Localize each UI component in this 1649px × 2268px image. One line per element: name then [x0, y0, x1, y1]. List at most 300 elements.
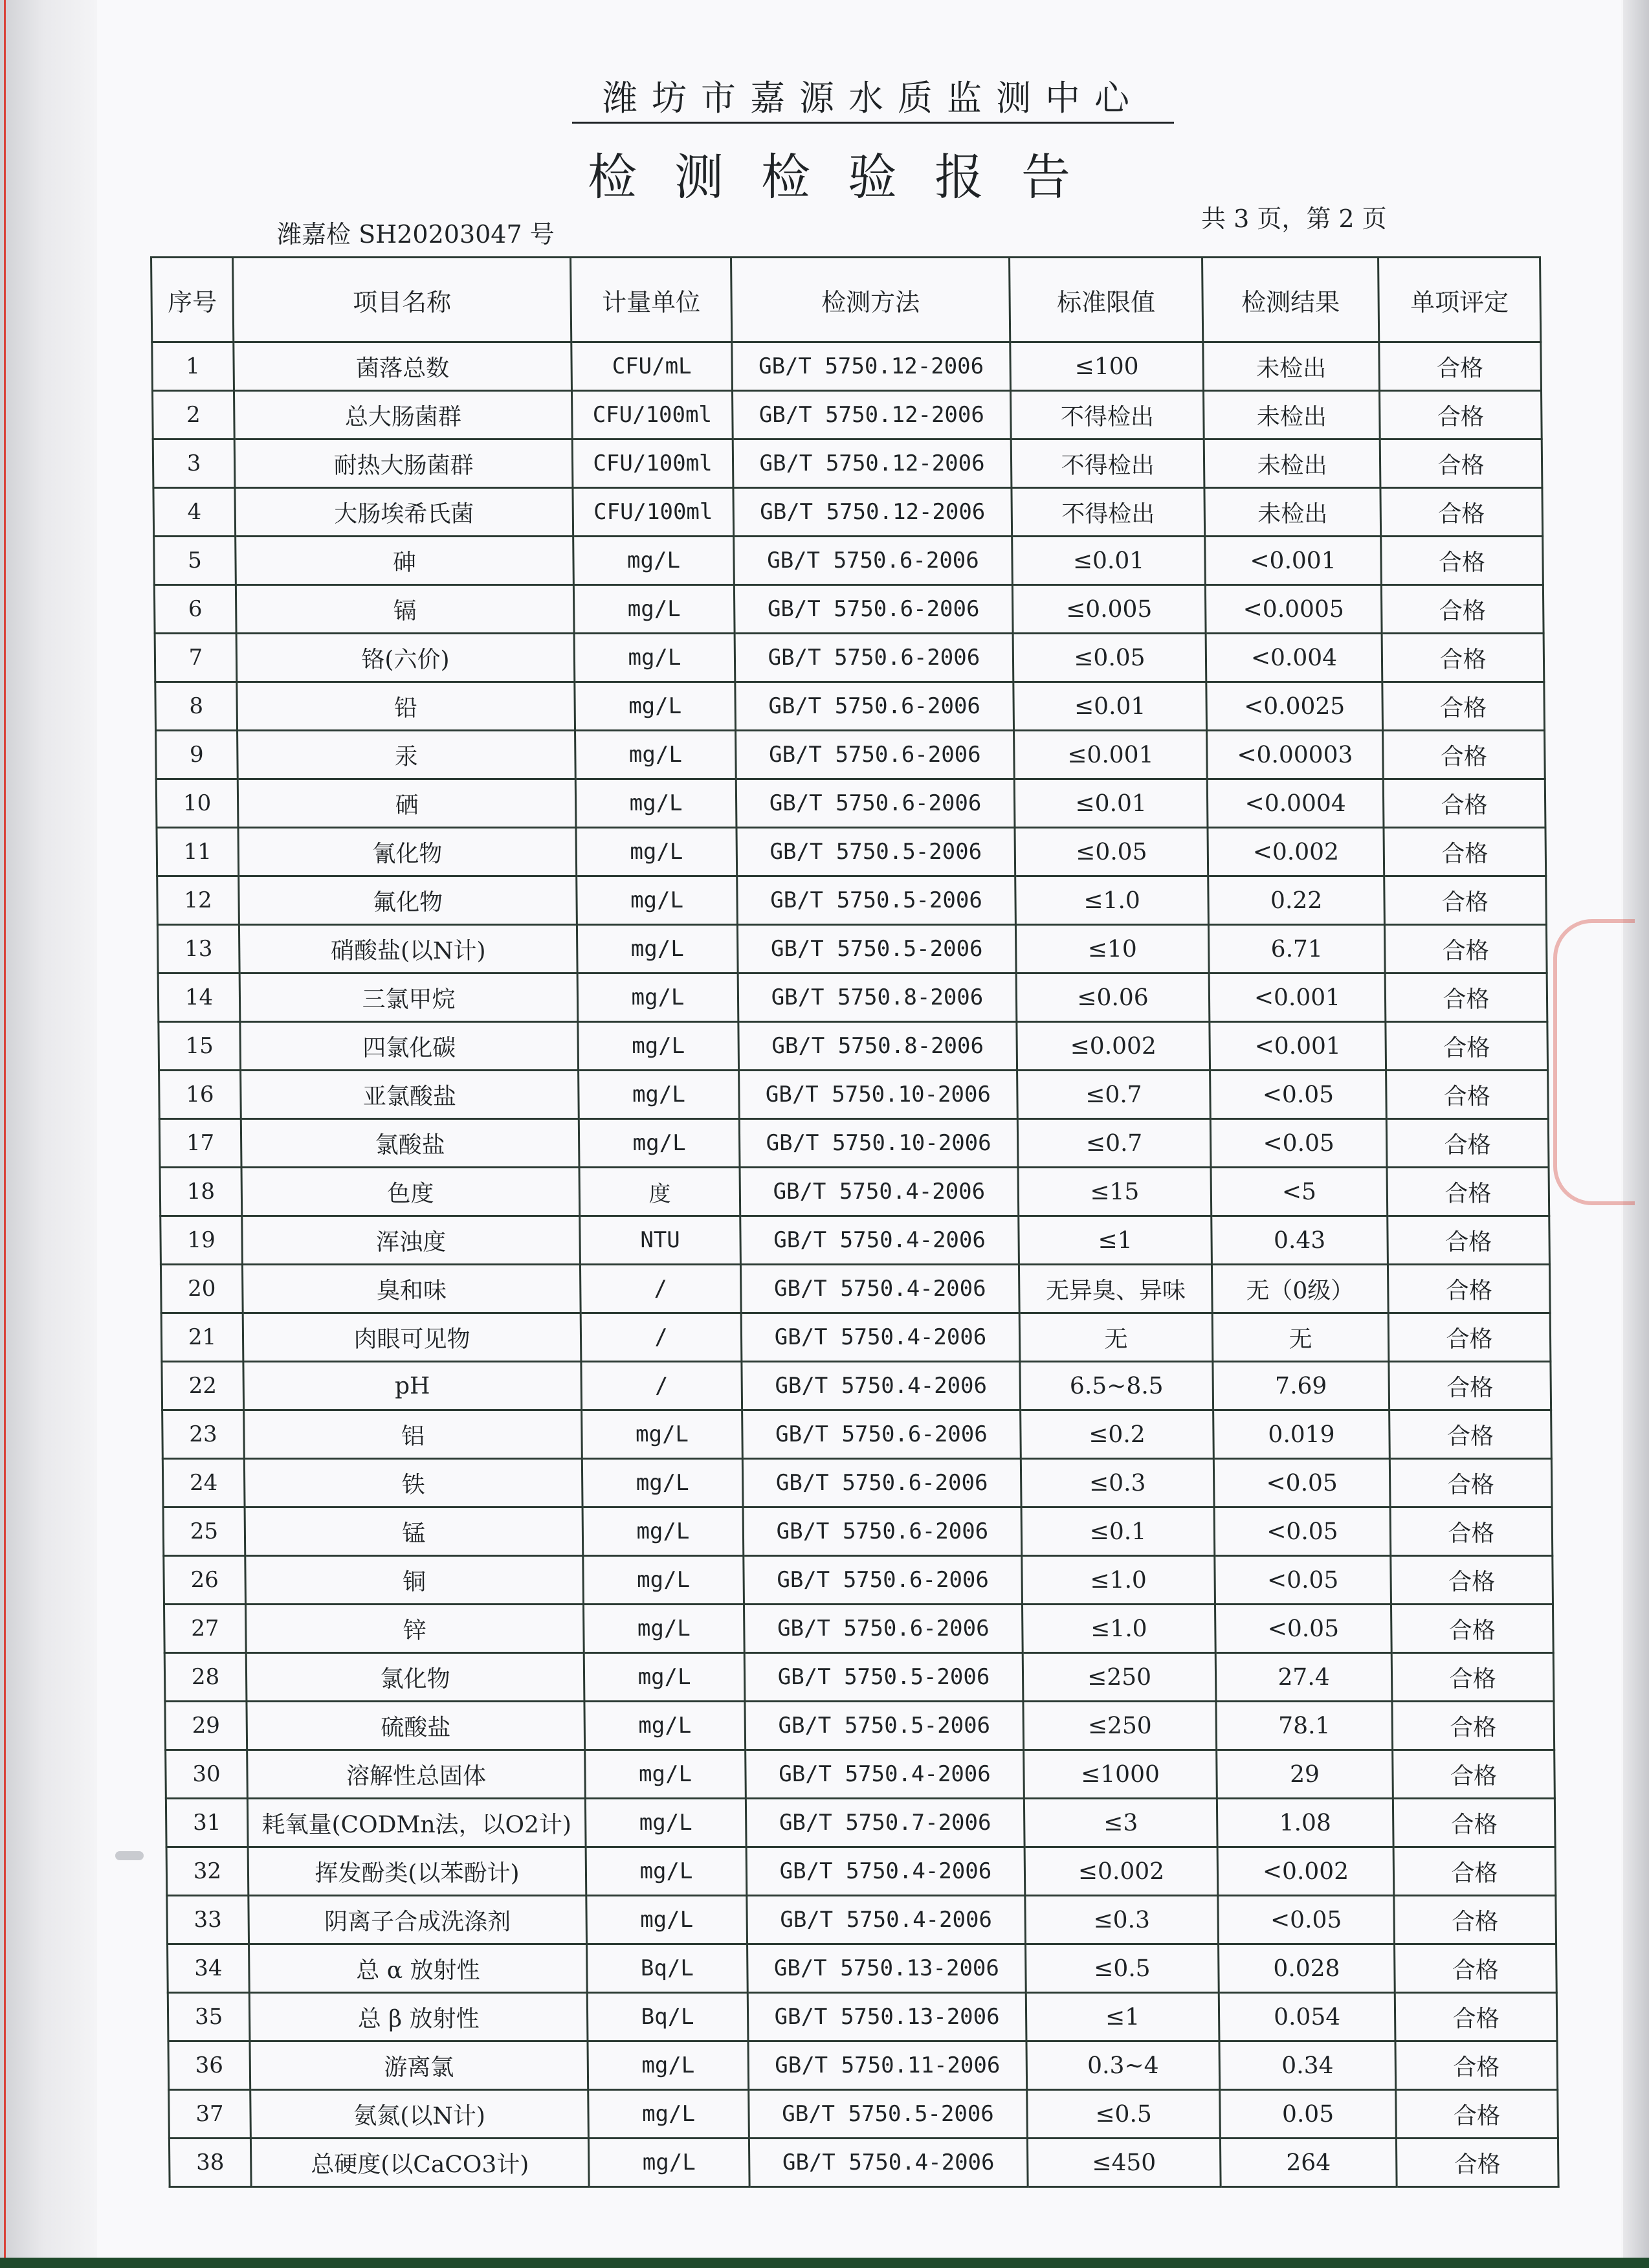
cell-no: 6 [154, 585, 236, 634]
cell-evaluation: 合格 [1395, 1993, 1557, 2041]
cell-limit: 不得检出 [1010, 391, 1204, 439]
cell-limit: ≤10 [1015, 925, 1209, 973]
cell-evaluation: 合格 [1386, 1022, 1548, 1071]
cell-no: 13 [157, 925, 239, 973]
page-binding-edge [0, 0, 97, 2268]
red-seal-stamp [1553, 919, 1635, 1205]
table-row [169, 2090, 1558, 2139]
cell-unit: CFU/100ml [571, 391, 733, 439]
cell-limit: ≤1.0 [1022, 1605, 1215, 1653]
cell-evaluation: 合格 [1383, 731, 1545, 779]
table-row [168, 1944, 1557, 1993]
cell-item-name: 铜 [245, 1556, 584, 1605]
cell-evaluation: 合格 [1396, 2139, 1558, 2187]
cell-unit: mg/L [584, 1702, 746, 1750]
cell-result: 0.019 [1213, 1410, 1390, 1459]
results-table-wrapper [150, 256, 1557, 2178]
cell-method: GB/T 5750.12-2006 [732, 391, 1011, 439]
cell-limit: ≤1 [1019, 1216, 1212, 1265]
cell-item-name: 菌落总数 [234, 342, 572, 391]
cell-evaluation: 合格 [1395, 1944, 1557, 1993]
cell-item-name: 亚氯酸盐 [241, 1071, 579, 1119]
cell-item-name: 溶解性总固体 [247, 1750, 586, 1799]
cell-evaluation: 合格 [1380, 488, 1543, 537]
cell-limit: ≤0.01 [1013, 682, 1207, 731]
cell-evaluation: 合格 [1393, 1799, 1555, 1847]
table-row [164, 1556, 1553, 1605]
cell-method: GB/T 5750.10-2006 [739, 1119, 1018, 1168]
column-header-method: 检测方法 [731, 258, 1010, 342]
cell-result: 0.028 [1219, 1944, 1395, 1993]
column-header-unit: 计量单位 [571, 258, 732, 342]
cell-unit: mg/L [582, 1507, 744, 1556]
cell-evaluation: 合格 [1391, 1605, 1553, 1653]
cell-no: 30 [166, 1750, 248, 1799]
cell-item-name: 臭和味 [242, 1265, 581, 1313]
table-row [159, 1022, 1548, 1071]
cell-unit: CFU/100ml [572, 439, 733, 488]
cell-no: 35 [168, 1993, 250, 2041]
cell-method: GB/T 5750.6-2006 [736, 731, 1015, 779]
cell-evaluation: 合格 [1388, 1313, 1551, 1362]
cell-unit: / [581, 1313, 742, 1362]
cell-limit: ≤0.7 [1017, 1071, 1211, 1119]
cell-result: <0.002 [1208, 828, 1384, 876]
cell-evaluation: 合格 [1389, 1410, 1552, 1459]
cell-method: GB/T 5750.10-2006 [739, 1071, 1018, 1119]
cell-result: 1.08 [1217, 1799, 1393, 1847]
cell-result: <0.05 [1210, 1119, 1387, 1168]
cell-limit: ≤0.002 [1024, 1847, 1218, 1896]
cell-item-name: 镉 [236, 585, 574, 634]
cell-limit: ≤1.0 [1022, 1556, 1215, 1605]
cell-item-name: 阴离子合成洗涤剂 [249, 1896, 587, 1944]
table-row [168, 1993, 1557, 2041]
cell-result: 78.1 [1216, 1702, 1393, 1750]
table-row [164, 1653, 1554, 1702]
cell-item-name: 硫酸盐 [247, 1702, 585, 1750]
cell-result: <0.0005 [1205, 585, 1382, 634]
table-row [162, 1410, 1552, 1459]
table-row [165, 1702, 1555, 1750]
cell-limit: ≤0.3 [1021, 1459, 1214, 1507]
cell-method: GB/T 5750.6-2006 [735, 634, 1013, 682]
table-row [155, 634, 1544, 682]
cell-unit: mg/L [585, 1799, 746, 1847]
cell-method: GB/T 5750.4-2006 [740, 1216, 1019, 1265]
cell-method: GB/T 5750.12-2006 [732, 342, 1011, 391]
cell-method: GB/T 5750.12-2006 [733, 439, 1012, 488]
cell-limit: 无异臭、异味 [1019, 1265, 1212, 1313]
cell-unit: mg/L [577, 925, 738, 973]
table-header-row [151, 258, 1541, 342]
cell-limit: ≤250 [1023, 1653, 1216, 1702]
cell-limit: ≤0.7 [1017, 1119, 1211, 1168]
cell-no: 33 [167, 1896, 249, 1944]
cell-item-name: 总大肠菌群 [234, 391, 572, 439]
cell-method: GB/T 5750.4-2006 [747, 1896, 1026, 1944]
cell-unit: mg/L [575, 682, 736, 731]
cell-result: 7.69 [1213, 1362, 1389, 1410]
cell-no: 4 [153, 488, 236, 537]
cell-evaluation: 合格 [1392, 1702, 1555, 1750]
cell-result: 未检出 [1203, 391, 1380, 439]
cell-no: 36 [168, 2041, 250, 2090]
cell-no: 21 [161, 1313, 243, 1362]
cell-no: 5 [154, 537, 236, 585]
cell-unit: mg/L [577, 973, 738, 1022]
cell-result: 无 [1212, 1313, 1389, 1362]
cell-unit: mg/L [579, 1119, 740, 1168]
cell-no: 32 [166, 1847, 249, 1896]
cell-no: 19 [160, 1216, 243, 1265]
cell-limit: ≤0.01 [1014, 779, 1208, 828]
cell-method: GB/T 5750.4-2006 [749, 2139, 1028, 2187]
cell-item-name: 硝酸盐(以N计) [239, 925, 577, 973]
cell-unit: mg/L [583, 1605, 744, 1653]
cell-result: <0.002 [1217, 1847, 1394, 1896]
cell-no: 11 [157, 828, 239, 876]
cell-no: 3 [153, 439, 235, 488]
cell-item-name: 砷 [236, 537, 574, 585]
cell-result: <0.05 [1215, 1605, 1391, 1653]
cell-result: 0.22 [1208, 876, 1385, 925]
cell-evaluation: 合格 [1390, 1507, 1553, 1556]
table-row [162, 1459, 1552, 1507]
cell-no: 9 [156, 731, 238, 779]
cell-no: 14 [158, 973, 240, 1022]
cell-limit: 0.3~4 [1026, 2041, 1220, 2090]
cell-unit: Bq/L [587, 1993, 748, 2041]
cell-method: GB/T 5750.4-2006 [740, 1265, 1019, 1313]
cell-unit: mg/L [573, 585, 735, 634]
table-row [152, 342, 1542, 391]
cell-no: 24 [162, 1459, 245, 1507]
cell-evaluation: 合格 [1379, 342, 1542, 391]
table-row [155, 682, 1545, 731]
cell-item-name: 三氯甲烷 [239, 973, 578, 1022]
cell-method: GB/T 5750.6-2006 [734, 585, 1013, 634]
cell-result: 29 [1217, 1750, 1393, 1799]
cell-item-name: 铝 [244, 1410, 582, 1459]
cell-unit: mg/L [579, 1071, 740, 1119]
page-indicator: 共 3 页，第 2 页 [1201, 205, 1387, 233]
cell-result: 27.4 [1215, 1653, 1392, 1702]
cell-method: GB/T 5750.5-2006 [749, 2090, 1028, 2139]
cell-evaluation: 合格 [1387, 1168, 1549, 1216]
cell-evaluation: 合格 [1391, 1653, 1554, 1702]
table-row [169, 2139, 1558, 2187]
cell-unit: / [581, 1362, 742, 1410]
cell-no: 28 [164, 1653, 247, 1702]
cell-item-name: 氟化物 [239, 876, 577, 925]
table-row [152, 391, 1542, 439]
cell-result: 0.43 [1212, 1216, 1388, 1265]
cell-unit: mg/L [583, 1556, 744, 1605]
cell-item-name: 大肠埃希氏菌 [235, 488, 573, 537]
cell-method: GB/T 5750.8-2006 [738, 1022, 1017, 1071]
cell-limit: 不得检出 [1012, 488, 1205, 537]
cell-evaluation: 合格 [1391, 1556, 1553, 1605]
table-row [160, 1265, 1550, 1313]
cell-result: <0.001 [1209, 973, 1386, 1022]
table-row [166, 1750, 1555, 1799]
cell-unit: Bq/L [587, 1944, 748, 1993]
cell-limit: ≤0.01 [1012, 537, 1206, 585]
cell-limit: ≤250 [1023, 1702, 1217, 1750]
cell-limit: ≤1.0 [1015, 876, 1209, 925]
cell-evaluation: 合格 [1382, 634, 1544, 682]
column-header-result: 检测结果 [1202, 258, 1379, 342]
cell-result: <0.0004 [1207, 779, 1384, 828]
cell-limit: ≤1 [1026, 1993, 1219, 2041]
cell-evaluation: 合格 [1388, 1265, 1550, 1313]
cell-evaluation: 合格 [1389, 1362, 1551, 1410]
cell-no: 20 [160, 1265, 243, 1313]
cell-no: 25 [163, 1507, 245, 1556]
cell-method: GB/T 5750.13-2006 [747, 1993, 1026, 2041]
table-row [157, 876, 1547, 925]
cell-method: GB/T 5750.4-2006 [740, 1168, 1019, 1216]
cell-result: <0.05 [1214, 1507, 1391, 1556]
cell-method: GB/T 5750.5-2006 [745, 1702, 1024, 1750]
paper-smudge [115, 1851, 144, 1860]
cell-unit: mg/L [576, 828, 737, 876]
cell-unit: CFU/mL [571, 342, 733, 391]
cell-unit: mg/L [582, 1410, 743, 1459]
table-row [154, 585, 1544, 634]
cell-limit: ≤0.5 [1026, 1944, 1219, 1993]
cell-evaluation: 合格 [1394, 1896, 1556, 1944]
cell-item-name: pH [243, 1362, 582, 1410]
table-row [154, 537, 1544, 585]
table-row [160, 1216, 1550, 1265]
cell-item-name: 肉眼可见物 [243, 1313, 581, 1362]
cell-unit: mg/L [578, 1022, 739, 1071]
cell-item-name: 铬(六价) [236, 634, 575, 682]
cell-unit: mg/L [577, 876, 738, 925]
cell-unit: mg/L [574, 634, 735, 682]
cell-no: 12 [157, 876, 239, 925]
cell-unit: / [580, 1265, 741, 1313]
table-row [153, 439, 1542, 488]
cell-no: 16 [159, 1071, 241, 1119]
cell-limit: ≤450 [1027, 2139, 1221, 2187]
table-row [168, 2041, 1558, 2090]
cell-item-name: 铁 [244, 1459, 582, 1507]
cell-result: <0.00003 [1207, 731, 1384, 779]
table-row [156, 731, 1545, 779]
cell-evaluation: 合格 [1384, 828, 1546, 876]
cell-no: 10 [156, 779, 238, 828]
cell-result: <0.05 [1213, 1459, 1390, 1507]
cell-result: <5 [1211, 1168, 1388, 1216]
cell-no: 37 [169, 2090, 251, 2139]
cell-method: GB/T 5750.6-2006 [744, 1556, 1023, 1605]
cell-limit: ≤0.1 [1021, 1507, 1215, 1556]
report-number: 潍嘉检 SH20203047 号 [277, 220, 555, 249]
table-row [159, 1071, 1549, 1119]
cell-method: GB/T 5750.6-2006 [743, 1507, 1022, 1556]
cell-unit: mg/L [586, 1896, 747, 1944]
table-row [166, 1799, 1555, 1847]
cell-item-name: 浑浊度 [242, 1216, 581, 1265]
cell-unit: mg/L [575, 731, 736, 779]
report-title: 检测检验报告 [588, 148, 1108, 206]
cell-method: GB/T 5750.12-2006 [733, 488, 1012, 537]
cell-limit: ≤15 [1018, 1168, 1212, 1216]
cell-unit: CFU/100ml [573, 488, 734, 537]
table-row [157, 925, 1547, 973]
cell-no: 29 [165, 1702, 247, 1750]
cell-result: 0.054 [1219, 1993, 1395, 2041]
cell-unit: mg/L [588, 2041, 749, 2090]
cell-item-name: 四氯化碳 [240, 1022, 579, 1071]
cell-no: 2 [152, 391, 234, 439]
cell-item-name: 汞 [238, 731, 576, 779]
cell-item-name: 总硬度(以CaCO3计) [250, 2139, 589, 2187]
cell-no: 22 [162, 1362, 244, 1410]
cell-limit: 无 [1019, 1313, 1213, 1362]
table-row [161, 1313, 1551, 1362]
cell-evaluation: 合格 [1383, 779, 1545, 828]
cell-no: 8 [155, 682, 238, 731]
cell-result: 未检出 [1204, 439, 1380, 488]
cell-unit: mg/L [575, 779, 736, 828]
cell-item-name: 色度 [241, 1168, 580, 1216]
cell-item-name: 氰化物 [238, 828, 577, 876]
cell-method: GB/T 5750.8-2006 [738, 973, 1017, 1022]
cell-limit: ≤0.05 [1015, 828, 1208, 876]
cell-unit: mg/L [585, 1750, 746, 1799]
table-row [164, 1605, 1553, 1653]
cell-result: 未检出 [1203, 342, 1380, 391]
cell-unit: mg/L [586, 1847, 747, 1896]
cell-unit: mg/L [588, 2090, 749, 2139]
cell-no: 15 [159, 1022, 241, 1071]
cell-item-name: 氯化物 [246, 1653, 584, 1702]
cell-result: <0.05 [1210, 1071, 1387, 1119]
cell-method: GB/T 5750.13-2006 [747, 1944, 1026, 1993]
cell-unit: 度 [579, 1168, 740, 1216]
cell-no: 31 [166, 1799, 248, 1847]
cell-no: 38 [169, 2139, 251, 2187]
cell-method: GB/T 5750.6-2006 [742, 1410, 1021, 1459]
cell-method: GB/T 5750.5-2006 [736, 828, 1015, 876]
table-row [153, 488, 1543, 537]
column-header-no: 序号 [151, 258, 234, 342]
table-row [162, 1362, 1551, 1410]
column-header-item: 项目名称 [233, 258, 571, 342]
cell-no: 27 [164, 1605, 246, 1653]
cell-item-name: 耗氧量(CODMn法，以O2计) [247, 1799, 586, 1847]
cell-method: GB/T 5750.6-2006 [734, 537, 1013, 585]
cell-limit: ≤0.005 [1012, 585, 1206, 634]
cell-evaluation: 合格 [1384, 925, 1547, 973]
cell-no: 26 [164, 1556, 246, 1605]
cell-unit: mg/L [582, 1459, 743, 1507]
cell-limit: 不得检出 [1011, 439, 1204, 488]
cell-evaluation: 合格 [1395, 2041, 1558, 2090]
cell-evaluation: 合格 [1393, 1847, 1556, 1896]
cell-evaluation: 合格 [1386, 1071, 1549, 1119]
cell-item-name: 硒 [238, 779, 576, 828]
cell-result: 无（0级） [1212, 1265, 1388, 1313]
cell-method: GB/T 5750.4-2006 [742, 1362, 1021, 1410]
cell-evaluation: 合格 [1379, 391, 1542, 439]
cell-limit: ≤0.5 [1027, 2090, 1221, 2139]
organization-name: 潍坊市嘉源水质监测中心 [572, 76, 1174, 124]
column-header-evaluation: 单项评定 [1378, 258, 1541, 342]
cell-limit: ≤1000 [1024, 1750, 1217, 1799]
cell-item-name: 挥发酚类(以苯酚计) [248, 1847, 586, 1896]
cell-method: GB/T 5750.7-2006 [746, 1799, 1024, 1847]
cell-result: 0.05 [1220, 2090, 1397, 2139]
cell-item-name: 铅 [237, 682, 575, 731]
scan-bottom-edge [0, 2258, 1649, 2268]
cell-evaluation: 合格 [1386, 1119, 1549, 1168]
cell-method: GB/T 5750.5-2006 [737, 876, 1016, 925]
cell-no: 7 [155, 634, 237, 682]
cell-evaluation: 合格 [1396, 2090, 1558, 2139]
cell-result: 未检出 [1204, 488, 1381, 537]
cell-limit: ≤0.06 [1016, 973, 1210, 1022]
table-row [158, 973, 1547, 1022]
table-body [152, 342, 1558, 2187]
cell-unit: mg/L [573, 537, 735, 585]
cell-evaluation: 合格 [1388, 1216, 1550, 1265]
cell-limit: ≤0.05 [1013, 634, 1206, 682]
cell-method: GB/T 5750.4-2006 [746, 1750, 1024, 1799]
cell-no: 1 [152, 342, 234, 391]
cell-item-name: 氨氮(以N计) [250, 2090, 589, 2139]
cell-result: <0.001 [1205, 537, 1382, 585]
cell-no: 17 [159, 1119, 241, 1168]
cell-no: 23 [162, 1410, 245, 1459]
cell-unit: NTU [580, 1216, 741, 1265]
cell-limit: ≤3 [1024, 1799, 1217, 1847]
cell-item-name: 总 α 放射性 [249, 1944, 588, 1993]
cell-item-name: 耐热大肠菌群 [234, 439, 573, 488]
table-row [166, 1847, 1556, 1896]
cell-method: GB/T 5750.6-2006 [735, 682, 1014, 731]
cell-item-name: 游离氯 [250, 2041, 588, 2090]
binding-line [4, 0, 6, 2268]
cell-result: <0.0025 [1206, 682, 1383, 731]
cell-evaluation: 合格 [1385, 973, 1547, 1022]
cell-no: 18 [160, 1168, 242, 1216]
cell-result: <0.05 [1218, 1896, 1395, 1944]
cell-result: <0.05 [1215, 1556, 1391, 1605]
cell-evaluation: 合格 [1380, 439, 1542, 488]
results-table [150, 256, 1560, 2188]
cell-result: 0.34 [1219, 2041, 1396, 2090]
table-row [160, 1168, 1549, 1216]
cell-result: 264 [1220, 2139, 1397, 2187]
cell-method: GB/T 5750.6-2006 [736, 779, 1015, 828]
table-row [156, 779, 1545, 828]
cell-method: GB/T 5750.6-2006 [744, 1605, 1023, 1653]
cell-method: GB/T 5750.5-2006 [744, 1653, 1023, 1702]
cell-limit: 6.5~8.5 [1020, 1362, 1213, 1410]
cell-unit: mg/L [584, 1653, 745, 1702]
cell-limit: ≤0.002 [1017, 1022, 1210, 1071]
cell-limit: ≤0.2 [1021, 1410, 1214, 1459]
cell-unit: mg/L [588, 2139, 749, 2187]
cell-method: GB/T 5750.4-2006 [746, 1847, 1025, 1896]
cell-item-name: 氯酸盐 [241, 1119, 579, 1168]
cell-limit: ≤0.3 [1025, 1896, 1219, 1944]
